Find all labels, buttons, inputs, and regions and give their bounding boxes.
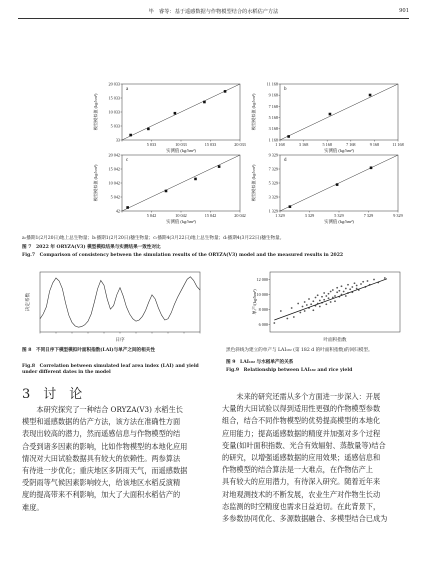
regression-line bbox=[274, 279, 387, 320]
panel-label: c bbox=[126, 158, 129, 163]
fig8-caption-cn: 图 8 不同日序下模型模拟叶面积指数(LAI)与单产之间的相关性 bbox=[22, 348, 155, 353]
x-tick-label: 5 033 bbox=[146, 142, 157, 147]
x-axis-label: 实测值 (kg/hm²) bbox=[166, 219, 196, 224]
panel-label: d bbox=[284, 158, 287, 163]
data-point bbox=[286, 318, 288, 320]
data-point bbox=[224, 90, 227, 93]
data-point bbox=[336, 183, 339, 186]
data-point bbox=[373, 279, 375, 281]
left-paragraph-line: 度的提高带来不利影响，加大了大面积水稻估产的 bbox=[22, 490, 181, 500]
x-tick-label: 7 168 bbox=[346, 142, 356, 147]
correlation-line bbox=[40, 277, 200, 327]
data-point bbox=[330, 291, 332, 293]
data-point bbox=[297, 303, 299, 305]
x-tick-label: 10 042 bbox=[175, 213, 187, 218]
x-axis-label: 实测值 (kg/hm²) bbox=[324, 219, 354, 224]
data-point bbox=[325, 295, 327, 297]
y-tick-label: 8 000 bbox=[258, 306, 268, 312]
left-paragraph-line: 模型和遥感数据的估产方法，该方法在准确性方面 bbox=[22, 417, 181, 427]
x-tick-label: 20 033 bbox=[234, 142, 246, 147]
data-point bbox=[347, 284, 349, 286]
fig7-svg-b bbox=[250, 78, 404, 153]
fig9-svg bbox=[226, 268, 416, 348]
data-point bbox=[351, 286, 353, 288]
data-point bbox=[362, 281, 364, 283]
y-axis-label: 模型模拟值 (kg/hm²) bbox=[251, 164, 256, 202]
x-tick-label: 5 168 bbox=[322, 142, 332, 147]
data-point bbox=[126, 206, 129, 209]
right-column-text bbox=[222, 391, 407, 525]
fig7-svg-a bbox=[92, 78, 246, 153]
data-point bbox=[330, 301, 332, 303]
y-tick-label: 9 329 bbox=[268, 152, 278, 158]
left-paragraph-line: 受阴雨等气候因素影响较大，给该地区水稻反演精 bbox=[22, 478, 181, 488]
fig8-caption-en: Fig.8 Correlation between simulated leaf area index (LAI) and yield under different dates in the model bbox=[22, 364, 199, 376]
y-tick-label: 11 168 bbox=[266, 81, 278, 87]
data-point bbox=[289, 205, 292, 208]
x-axis-label: 实测值 (kg/hm²) bbox=[324, 148, 354, 153]
data-point bbox=[323, 299, 325, 301]
fig7-panel-b bbox=[250, 78, 404, 153]
page-number: 901 bbox=[399, 8, 409, 14]
data-point bbox=[334, 295, 336, 297]
data-point bbox=[354, 282, 356, 284]
right-paragraph-line: 组合，结合不同作物模型的优势提高模型的本地化 bbox=[222, 416, 381, 426]
data-point bbox=[273, 322, 275, 324]
right-paragraph-line: 态监测的时空精度也需求日益迫切。在此背景下， bbox=[222, 501, 381, 511]
y-axis-label: 模型模拟值 (kg/hm²) bbox=[93, 164, 98, 202]
data-point bbox=[310, 303, 312, 305]
y-tick-label: 15 033 bbox=[108, 95, 120, 101]
left-paragraph-line: 有待进一步优化；重庆地区多阴雨天气，而遥感数据 bbox=[22, 466, 188, 476]
data-point bbox=[336, 287, 338, 289]
left-paragraph-line: 本研究探究了一种结合 ORYZA(V3) 水稻生长 bbox=[36, 405, 183, 414]
x-tick-label: 1 168 bbox=[275, 142, 285, 147]
y-tick-label: 20 042 bbox=[108, 152, 120, 158]
data-point bbox=[370, 167, 373, 170]
fig7-svg-c bbox=[92, 149, 246, 224]
y-tick-label: 10 042 bbox=[108, 180, 120, 186]
fig7-svg-d bbox=[250, 149, 403, 224]
one-to-one-line bbox=[280, 84, 398, 140]
data-point bbox=[321, 296, 323, 298]
x-tick-label: 11 168 bbox=[392, 142, 404, 147]
data-point bbox=[338, 290, 340, 292]
data-point bbox=[291, 307, 293, 309]
data-point bbox=[336, 291, 338, 293]
data-point bbox=[328, 297, 330, 299]
data-point bbox=[349, 288, 351, 290]
data-point bbox=[293, 316, 295, 318]
left-paragraph-line: 难度。 bbox=[22, 502, 44, 512]
fig7-caption-cn: 图 7 2022 年 ORYZA(V3) 模型模拟结果与实测结果一致性对比 bbox=[22, 245, 161, 250]
x-tick-label: 3 329 bbox=[304, 213, 315, 218]
data-point bbox=[356, 285, 358, 287]
fig7-panel-d bbox=[250, 149, 403, 224]
fig7-panel-c bbox=[92, 149, 246, 224]
right-paragraph-line: 变量(如叶面积指数、光合有效辐射、蒸散量等)结合 bbox=[222, 440, 386, 450]
x-tick-label: 5 329 bbox=[334, 213, 344, 218]
data-point bbox=[317, 294, 319, 296]
y-tick-label: 1 329 bbox=[268, 208, 278, 214]
data-point bbox=[304, 310, 306, 312]
fig9-note: 黑色斜线为建立的单产与 LAI₁₈₂ (第 182 d 的叶面积指数)的回归模型。 bbox=[226, 348, 373, 353]
left-paragraph-line: 表现出较高的潜力，然而遥感信息与作物模型的结 bbox=[22, 429, 181, 439]
data-point bbox=[384, 277, 386, 279]
y-tick-label: 7 168 bbox=[268, 103, 278, 109]
data-point bbox=[345, 288, 347, 290]
y-tick-label: 5 033 bbox=[110, 123, 120, 129]
y-tick-label: 3 329 bbox=[268, 194, 278, 200]
data-point bbox=[194, 178, 197, 181]
x-axis-label: 实测值 (kg/hm²) bbox=[166, 148, 196, 153]
right-paragraph-line: 对地观测技术的不断发展，农业生产对作物生长动 bbox=[222, 489, 381, 499]
y-tick-label: 20 033 bbox=[108, 81, 120, 87]
data-point bbox=[343, 291, 345, 293]
x-tick-label: 20 042 bbox=[234, 213, 246, 218]
y-tick-label: 15 042 bbox=[108, 166, 120, 172]
x-tick-label: 15 033 bbox=[204, 142, 217, 147]
y-tick-label: 12 000 bbox=[256, 276, 268, 282]
data-point bbox=[334, 300, 336, 302]
y-tick-label: 6 000 bbox=[258, 321, 268, 327]
x-tick-label: 1 329 bbox=[275, 213, 285, 218]
data-point bbox=[360, 283, 362, 285]
left-column-text bbox=[22, 404, 207, 514]
fig7-note: a:播期1(2月20日)地上总生物量；b:播期1(2月20日)穗生物量；c:播期4(3月22日)地上总生物量；d:播期4(3月22日)穗生物量。 bbox=[22, 236, 285, 241]
data-point bbox=[312, 300, 314, 302]
y-tick-label: 10 000 bbox=[256, 291, 268, 297]
right-paragraph-line: 的研究，以增强遥感数据的应用效果；遥感信息和 bbox=[222, 453, 381, 463]
data-point bbox=[174, 112, 177, 115]
fig7-caption-en: Fig.7 Comparison of consistency between the simulation results of the ORYZA(V3) model and the measured results in 2022 bbox=[22, 253, 344, 258]
data-point bbox=[203, 101, 206, 104]
data-point bbox=[319, 306, 321, 308]
fig7-panel-a bbox=[92, 78, 246, 153]
x-tick-label: 7 329 bbox=[363, 213, 374, 218]
data-point bbox=[218, 165, 221, 168]
data-point bbox=[369, 94, 372, 97]
x-tick-label: 9 168 bbox=[369, 142, 380, 147]
data-point bbox=[356, 288, 358, 290]
data-point bbox=[312, 309, 314, 311]
data-point bbox=[302, 306, 304, 308]
x-tick-label: 10 033 bbox=[175, 142, 187, 147]
fig8-svg bbox=[22, 268, 212, 348]
data-point bbox=[306, 304, 308, 306]
y-tick-label: 5 329 bbox=[268, 180, 278, 186]
y-tick-label: 7 329 bbox=[268, 166, 278, 172]
header-rule bbox=[18, 18, 409, 19]
section-title: 3 讨 论 bbox=[22, 387, 83, 402]
x-tick-label: 15 042 bbox=[204, 213, 217, 218]
right-paragraph-line: 具有较大的应用潜力，有待深入研究。随着近年来 bbox=[222, 477, 381, 487]
y-tick-label: 33 bbox=[115, 137, 120, 143]
data-point bbox=[304, 301, 306, 303]
y-tick-label: 5 042 bbox=[110, 194, 120, 200]
y-axis-label: 模型模拟值 (kg/hm²) bbox=[93, 93, 98, 131]
left-paragraph-line: 情况对大田试验数据具有较大的依赖性。两参算法 bbox=[22, 453, 181, 463]
page-header bbox=[18, 6, 409, 18]
fig9-caption-en: Fig.9 Relationship between LAI₁₈₂ and rice yield bbox=[226, 368, 353, 373]
data-point bbox=[299, 312, 301, 314]
data-point bbox=[323, 292, 325, 294]
data-point bbox=[147, 128, 150, 131]
data-point bbox=[315, 297, 317, 299]
x-tick-label: 9 329 bbox=[393, 213, 403, 218]
y-tick-label: 10 033 bbox=[108, 109, 120, 115]
one-to-one-line bbox=[122, 155, 240, 211]
running-head: 毕 睿等：基于遥感数据与作物模型结合的水稻估产方法 bbox=[148, 9, 279, 15]
x-tick-label: 3 168 bbox=[298, 142, 309, 147]
data-point bbox=[129, 134, 132, 137]
panel-label: a bbox=[126, 87, 129, 92]
fig9-chart bbox=[226, 268, 416, 348]
y-axis-label: 模型模拟值 (kg/hm²) bbox=[251, 93, 256, 131]
one-to-one-line bbox=[280, 155, 398, 211]
panel-label: b bbox=[284, 87, 287, 92]
plot-frame bbox=[40, 272, 200, 332]
data-point bbox=[287, 135, 290, 138]
right-paragraph-line: 作物模型的结合算法是一大难点，在作物估产上 bbox=[222, 465, 373, 475]
right-paragraph-line: 大量的大田试验以得到适用性更强的作物模型参数 bbox=[222, 404, 381, 414]
data-point bbox=[345, 295, 347, 297]
data-point bbox=[367, 280, 369, 282]
data-point bbox=[341, 285, 343, 287]
y-tick-label: 5 168 bbox=[268, 115, 278, 120]
data-point bbox=[332, 289, 334, 291]
one-to-one-line bbox=[122, 84, 240, 140]
data-point bbox=[329, 113, 332, 116]
y-axis-label: 单产/(kg/hm²) bbox=[252, 289, 257, 315]
left-paragraph-line: 合受到诸多因素的影响，比如作物模型的本地化应用 bbox=[22, 441, 188, 451]
y-tick-label: 9 168 bbox=[268, 92, 278, 98]
right-paragraph-line: 未来的研究还需从多个方面进一步深入：开展 bbox=[236, 392, 381, 401]
fig8-chart bbox=[22, 268, 212, 348]
y-axis-label: 决定系数 bbox=[25, 292, 30, 312]
data-point bbox=[328, 293, 330, 295]
right-paragraph-line: 多参数协同优化、多源数据融合、多模型结合已成为 bbox=[222, 514, 388, 524]
right-paragraph-line: 应用能力；提高遥感数据的精度并加强对多个过程 bbox=[222, 428, 381, 438]
fig9-caption-cn: 图 9 LAI₁₈₂ 与水稻单产的关系 bbox=[226, 360, 294, 365]
data-point bbox=[280, 310, 282, 312]
data-point bbox=[308, 298, 310, 300]
y-tick-label: 1 168 bbox=[268, 137, 278, 143]
x-axis-label: 叶面积指数 bbox=[323, 337, 347, 342]
y-tick-label: 3 168 bbox=[268, 126, 278, 132]
data-point bbox=[325, 303, 327, 305]
x-axis-label: 日序 bbox=[115, 337, 125, 342]
data-point bbox=[165, 190, 168, 193]
y-tick-label: 42 bbox=[115, 208, 120, 214]
data-point bbox=[319, 300, 321, 302]
x-tick-label: 5 042 bbox=[146, 213, 157, 218]
